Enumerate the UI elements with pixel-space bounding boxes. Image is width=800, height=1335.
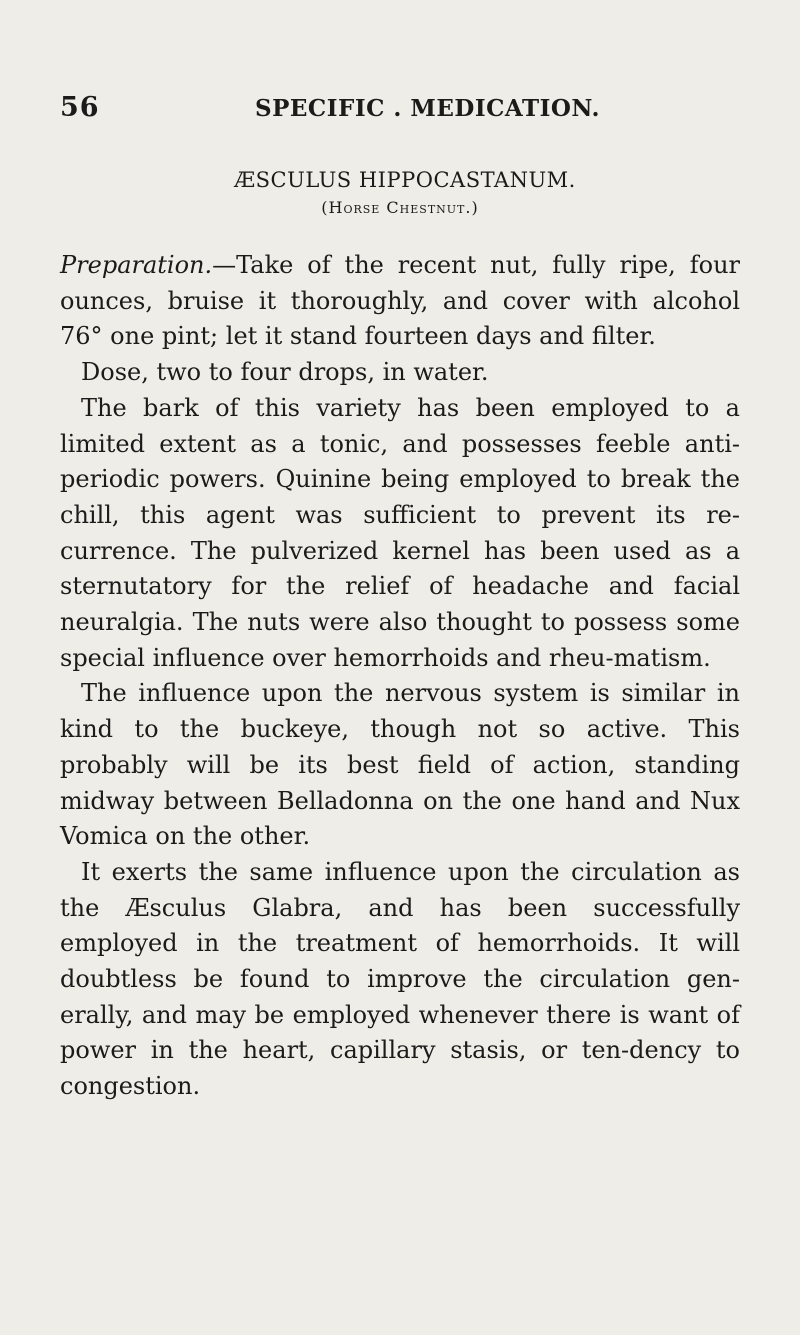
article-body	[60, 248, 740, 1105]
nervous-system-paragraph: The influence upon the nervous system is similar in kind to the buckeye, though not so active. This probably will be its best field of action, standing midway between Belladonna on the one hand and Nux Vomica on the other.	[60, 679, 740, 851]
preparation-paragraph	[60, 248, 740, 355]
preparation-lead: Preparation.	[60, 251, 213, 279]
running-head: SPECIFIC . MEDICATION.	[255, 95, 600, 122]
article-title: ÆSCULUS HIPPOCASTANUM.	[234, 168, 576, 192]
article-subtitle: (Horse Chestnut.)	[321, 198, 479, 217]
page-number: 56	[60, 92, 100, 123]
preparation-text: —Take of the recent nut, fully ripe, four ounces, bruise it thoroughly, and cover with alcohol 76° one pint; let it stand fourteen days and filter.	[60, 251, 740, 351]
circulation-paragraph: It exerts the same influence upon the circulation as the Æsculus Glabra, and has been successfully employed in the treatment of hemorrhoids. It will doubtless be found to improve the circulation gen-erally, and may be employed whenever there is want of power in the heart, capillary stasis, or ten-dency to congestion.	[60, 857, 740, 1101]
bark-paragraph: The bark of this variety has been employed to a limited extent as a tonic, and possesses feeble anti-periodic powers. Quinine being employed to break the chill, this agent was sufficient to prevent its re-currence. The pulverized kernel has been used as a sternutatory for the relief of headache and facial neuralgia. The nuts were also thought to possess some special influence over hemorrhoids and rheu-matism.	[60, 393, 740, 672]
dose-paragraph: Dose, two to four drops, in water.	[81, 358, 489, 387]
